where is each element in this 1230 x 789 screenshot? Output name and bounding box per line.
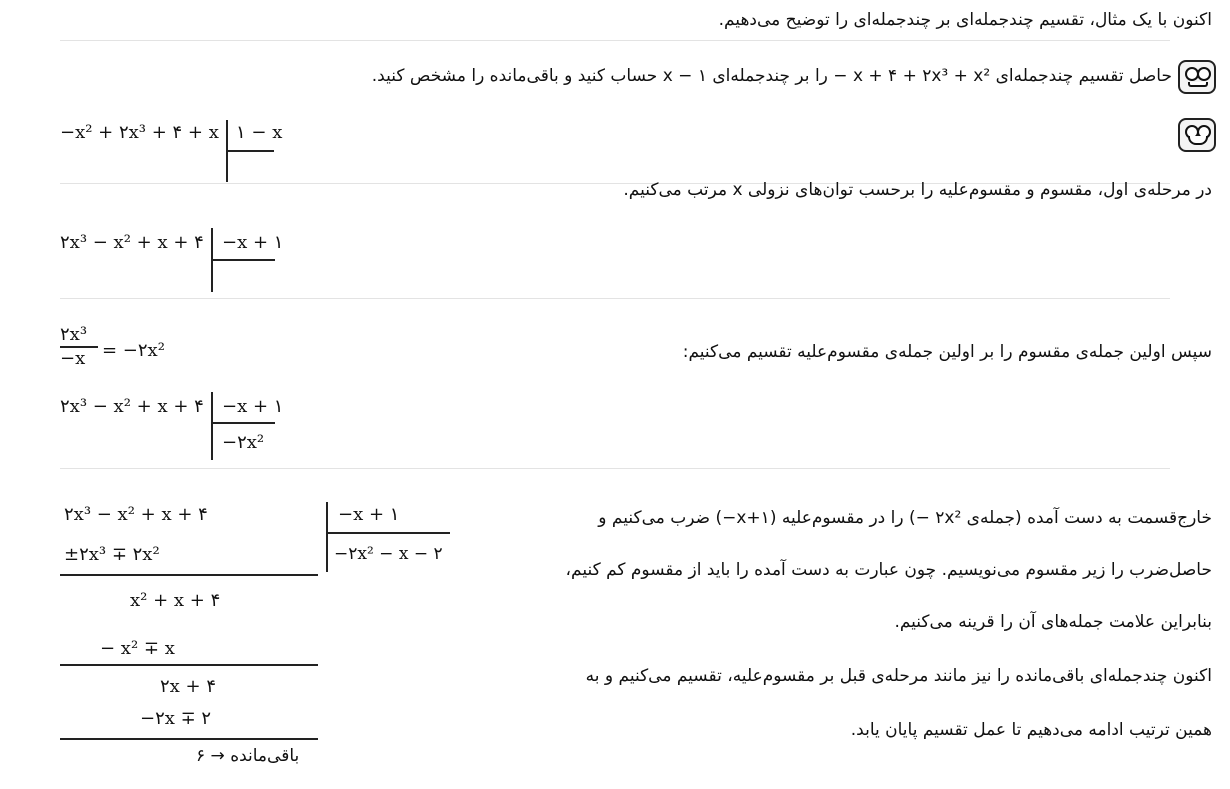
page-rule [60,298,1170,299]
eq3-quotient: −۲x² [222,432,265,453]
eq2-divisor: −x + ۱ [222,232,284,253]
step4-line-1: اکنون چندجمله‌ای باقی‌مانده را نیز مانند مرحله‌ی قبل بر مقسوم‌علیه، تقسیم می‌کنیم و به [585,666,1212,686]
eq3-dividend: ۲x³ − x² + x + ۴ [60,396,204,417]
page-rule [60,40,1170,41]
long-division-row-1: ۲x³ − x² + x + ۴ [64,504,208,525]
division-bracket-horizontal [211,259,275,261]
intro-paragraph: اکنون با یک مثال، تقسیم چندجمله‌ای بر چندجمله‌ای را توضیح می‌دهیم. [718,10,1212,30]
division-bracket-horizontal [211,422,275,424]
eq1-divisor: ۱ − x [236,122,283,143]
step4-line-2: همین ترتیب ادامه می‌دهیم تا عمل تقسیم پایان یابد. [850,720,1212,740]
long-division-row-3: x² + x + ۴ [130,590,221,611]
question-paragraph: حاصل تقسیم چندجمله‌ای x + ۴ + ۲x³ + x² − را بر چندجمله‌ای x − ۱ حساب کنید و باقی‌مانده را مشخص کنید. [371,66,1172,86]
eq3-divisor: −x + ۱ [222,396,284,417]
fraction-numerator: ۲x³ [60,324,88,345]
division-bracket-horizontal [326,532,450,534]
step1-paragraph: در مرحله‌ی اول، مقسوم و مقسوم‌علیه را برحسب توان‌های نزولی x مرتب می‌کنیم. [623,180,1212,200]
long-division-quotient: −۲x² − x − ۲ [334,544,443,564]
eq1-dividend: −x² + ۲x³ + ۴ + x [60,122,219,143]
page-rule [60,468,1170,469]
remainder-label: باقی‌مانده → ۶ [196,746,300,766]
subtraction-line [60,664,318,666]
subtraction-line [60,574,318,576]
step3-line-1: خارج‌قسمت به دست آمده (جمله‌ی ۲x² −) را در مقسوم‌علیه (۱+x−) ضرب می‌کنیم و [598,508,1212,528]
long-division-row-5: ۲x + ۴ [160,676,217,697]
step3-line-2: حاصل‌ضرب را زیر مقسوم می‌نویسیم. چون عبارت به دست آمده را باید از مقسوم کم کنیم، [565,560,1212,580]
long-division-row-2: ±۲x³ ∓ ۲x² [64,544,160,565]
confused-face-icon [1178,60,1216,94]
grinning-face-icon [1178,118,1216,152]
eq2-dividend: ۲x³ − x² + x + ۴ [60,232,204,253]
fraction-denominator: −x [60,348,86,369]
division-bracket-vertical [211,392,213,460]
fraction-result: = −۲x² [102,340,165,361]
long-division-divisor: −x + ۱ [338,504,400,525]
subtraction-line [60,738,318,740]
long-division-row-4: − x² ∓ x [100,638,175,659]
division-bracket-horizontal [226,150,274,152]
step2-paragraph: سپس اولین جمله‌ی مقسوم را بر اولین جمله‌ی مقسوم‌علیه تقسیم می‌کنیم: [682,342,1212,362]
long-division-row-6: −۲x ∓ ۲ [140,708,212,729]
division-bracket-vertical [326,502,328,572]
step3-line-3: بنابراین علامت جمله‌های آن را قرینه می‌کنیم. [894,612,1212,632]
